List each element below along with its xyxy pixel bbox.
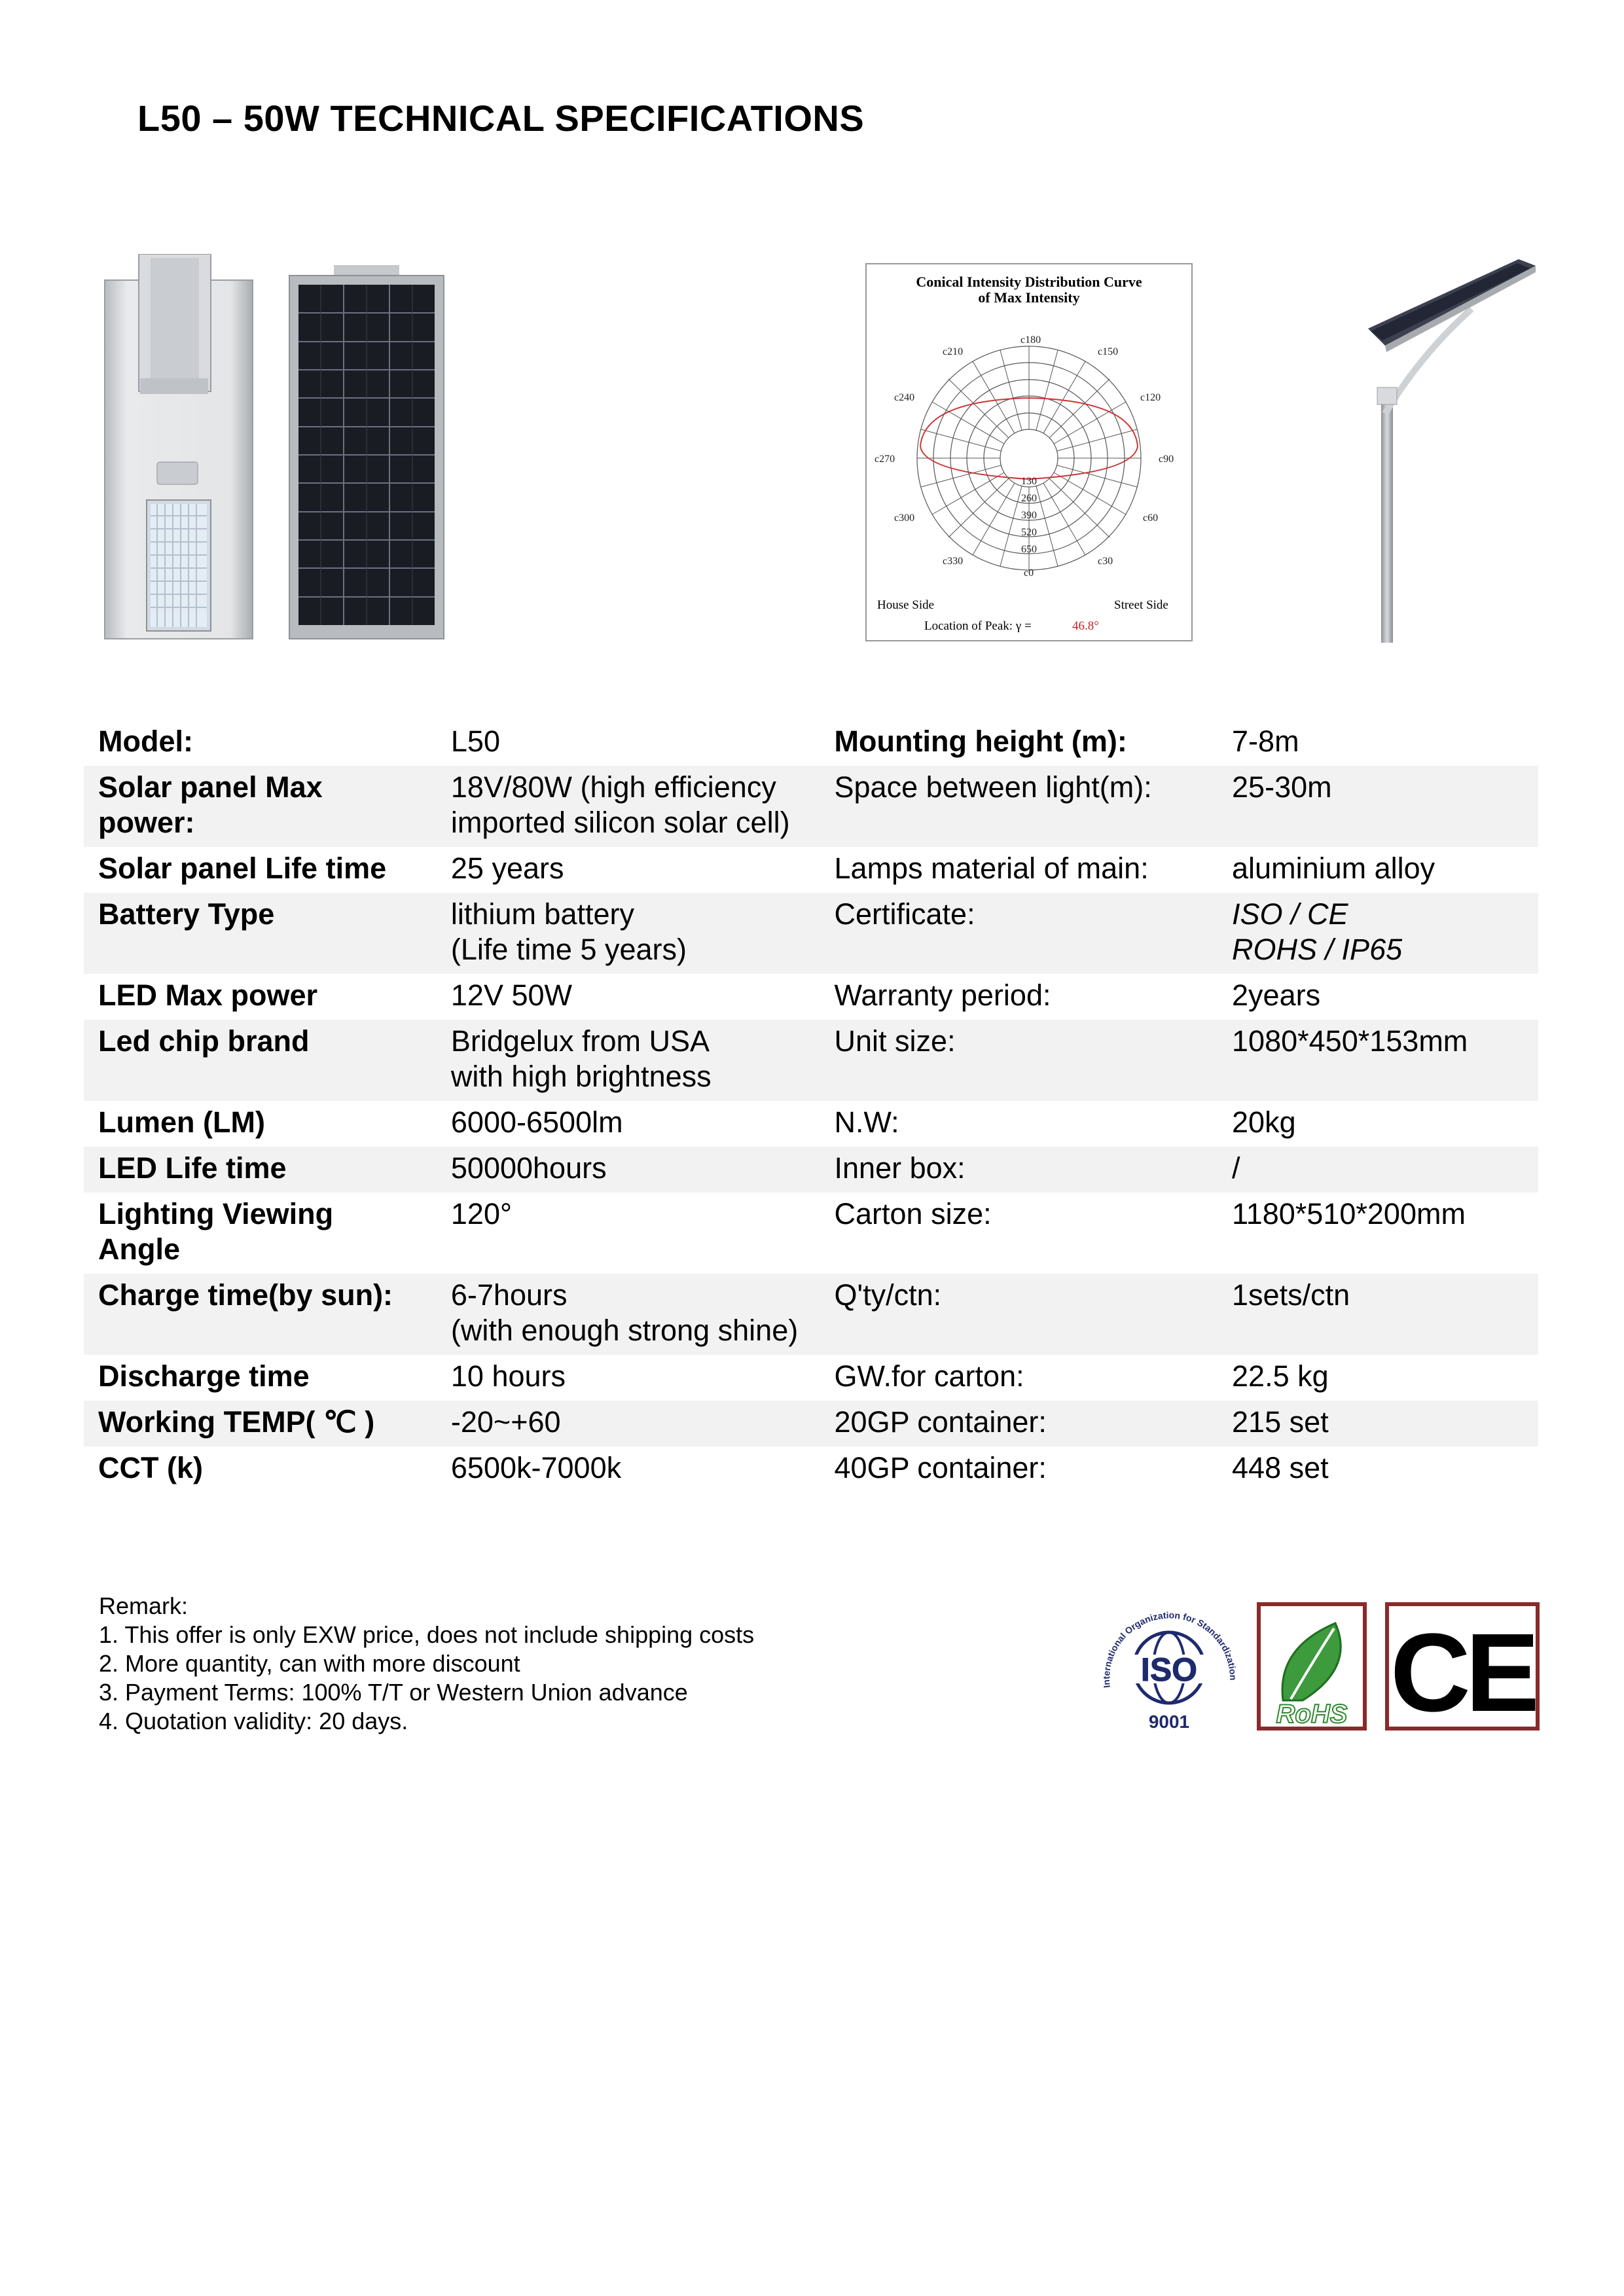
spec-label: Warranty period: (834, 978, 1051, 1012)
spec-label: Lighting Viewing Angle (98, 1197, 334, 1266)
spec-row (84, 1193, 1538, 1274)
spec-row (84, 1274, 1538, 1355)
spec-label: 40GP container: (834, 1451, 1047, 1484)
house-side-label: House Side (877, 598, 935, 612)
spec-label: N.W: (834, 1105, 899, 1139)
remark-item: 2. More quantity, can with more discount (99, 1650, 520, 1677)
solar-panel-image (288, 265, 445, 640)
spec-value: 6500k-7000k (450, 1451, 622, 1484)
spec-value: 2years (1232, 978, 1321, 1012)
polar-chart-title-line1: Conical Intensity Distribution Curve (916, 274, 1142, 290)
spec-value: 18V/80W (high efficiency imported silicon solar cell) (437, 766, 820, 847)
polar-ring-130: 130 (1021, 476, 1037, 487)
spec-label: Carton size: (834, 1197, 992, 1230)
spec-label: Lamps material of main: (834, 852, 1149, 885)
spec-label: Discharge time (98, 1359, 310, 1393)
iso-arc-text: International Organization for Standardization (1100, 1609, 1239, 1689)
spec-value: 1sets/ctn (1218, 1274, 1538, 1355)
spec-value: 20kg (1232, 1105, 1296, 1139)
spec-value: 7-8m (1232, 725, 1299, 758)
polar-ring-520: 520 (1021, 527, 1037, 538)
polar-ring-260: 260 (1021, 493, 1037, 504)
spec-row (84, 1446, 1538, 1492)
spec-label: CCT (k) (98, 1451, 203, 1484)
polar-label-c120: c120 (1140, 392, 1161, 403)
spec-row (84, 974, 1538, 1020)
ce-mark-logo (1385, 1602, 1540, 1731)
remark-item: 4. Quotation validity: 20 days. (99, 1708, 408, 1734)
spec-row (84, 1401, 1538, 1446)
spec-label: Solar panel Max power: (84, 766, 437, 847)
spec-row (84, 893, 1538, 974)
polar-ring-390: 390 (1021, 510, 1037, 521)
spec-value: 25 years (450, 852, 564, 885)
spec-value: aluminium alloy (1232, 852, 1435, 885)
spec-value: ISO / CE ROHS / IP65 (1218, 893, 1538, 974)
polar-label-c240: c240 (894, 392, 915, 403)
spec-value: 448 set (1232, 1451, 1329, 1484)
spec-value: lithium battery (Life time 5 years) (437, 893, 820, 974)
spec-value: 6-7hours (with enough strong shine) (437, 1274, 820, 1355)
spec-label: GW.for carton: (834, 1359, 1024, 1393)
spec-label: Led chip brand (84, 1020, 437, 1101)
lamp-back-view-image (103, 254, 254, 640)
polar-label-c0: c0 (1024, 567, 1034, 579)
polar-label-c210: c210 (943, 346, 964, 357)
iso-number: 9001 (1148, 1712, 1190, 1732)
remark-heading: Remark: (99, 1592, 189, 1619)
spec-value: 120° (450, 1197, 512, 1230)
polar-label-c30: c30 (1098, 556, 1113, 567)
polar-ring-650: 650 (1021, 544, 1037, 555)
peak-location-value: 46.8° (1072, 619, 1099, 633)
polar-label-c300: c300 (894, 512, 915, 524)
spec-value: 10 hours (450, 1359, 566, 1393)
intensity-distribution-chart (865, 263, 1193, 641)
spec-row (84, 1355, 1538, 1401)
spec-value: 25-30m (1218, 766, 1538, 847)
spec-label: Charge time(by sun): (84, 1274, 437, 1355)
iso-9001-logo (1092, 1589, 1246, 1744)
polar-label-c60: c60 (1143, 512, 1159, 524)
spec-value: 1080*450*153mm (1218, 1020, 1538, 1101)
spec-label: Lumen (LM) (98, 1105, 265, 1139)
spec-label: Unit size: (820, 1020, 1218, 1101)
spec-value: / (1218, 1147, 1538, 1193)
polar-chart-title-line2: of Max Intensity (978, 289, 1080, 306)
spec-label: Model: (98, 725, 193, 758)
spec-label: Certificate: (820, 893, 1218, 974)
spec-label: Working TEMP( ℃ ) (84, 1401, 437, 1446)
rohs-text: RoHS (1276, 1700, 1348, 1729)
spec-label: LED Max power (98, 978, 318, 1012)
spec-row (84, 766, 1538, 847)
spec-value: L50 (450, 725, 500, 758)
spec-row (84, 720, 1538, 766)
spec-label: Q'ty/ctn: (820, 1274, 1218, 1355)
spec-label: Inner box: (820, 1147, 1218, 1193)
specifications-table (84, 720, 1538, 1492)
spec-row (84, 1020, 1538, 1101)
ce-text: CE (1390, 1611, 1535, 1731)
polar-label-c270: c270 (875, 454, 895, 465)
spec-row (84, 847, 1538, 893)
spec-label: LED Life time (84, 1147, 437, 1193)
remark-item: 3. Payment Terms: 100% T/T or Western Union advance (99, 1679, 688, 1706)
peak-location-label: Location of Peak: γ = (924, 619, 1032, 633)
spec-value: 22.5 kg (1232, 1359, 1329, 1393)
spec-row (84, 1101, 1538, 1147)
polar-label-c330: c330 (943, 556, 964, 567)
spec-row (84, 1147, 1538, 1193)
street-side-label: Street Side (1114, 598, 1168, 612)
spec-value: Bridgelux from USA with high brightness (437, 1020, 820, 1101)
spec-value: 50000hours (437, 1147, 820, 1193)
spec-value: 6000-6500lm (450, 1105, 623, 1139)
remark-item: 1. This offer is only EXW price, does not include shipping costs (99, 1621, 755, 1648)
spec-label: Space between light(m): (820, 766, 1218, 847)
polar-label-c180: c180 (1020, 334, 1041, 346)
spec-label: Battery Type (84, 893, 437, 974)
page-title: L50 – 50W TECHNICAL SPECIFICATIONS (137, 98, 865, 139)
iso-text: ISO (1140, 1651, 1198, 1688)
spec-value: -20~+60 (437, 1401, 820, 1446)
spec-label: Mounting height (m): (834, 725, 1127, 758)
street-light-pole-image (1322, 257, 1538, 643)
spec-label: 20GP container: (820, 1401, 1218, 1446)
polar-label-c90: c90 (1159, 454, 1174, 465)
spec-label: Solar panel Life time (98, 852, 387, 885)
rohs-logo (1257, 1602, 1367, 1731)
polar-label-c150: c150 (1098, 346, 1119, 357)
spec-value: 215 set (1218, 1401, 1538, 1446)
spec-value: 12V 50W (450, 978, 572, 1012)
remark-section (99, 1592, 754, 1736)
spec-value: 1180*510*200mm (1232, 1197, 1466, 1230)
